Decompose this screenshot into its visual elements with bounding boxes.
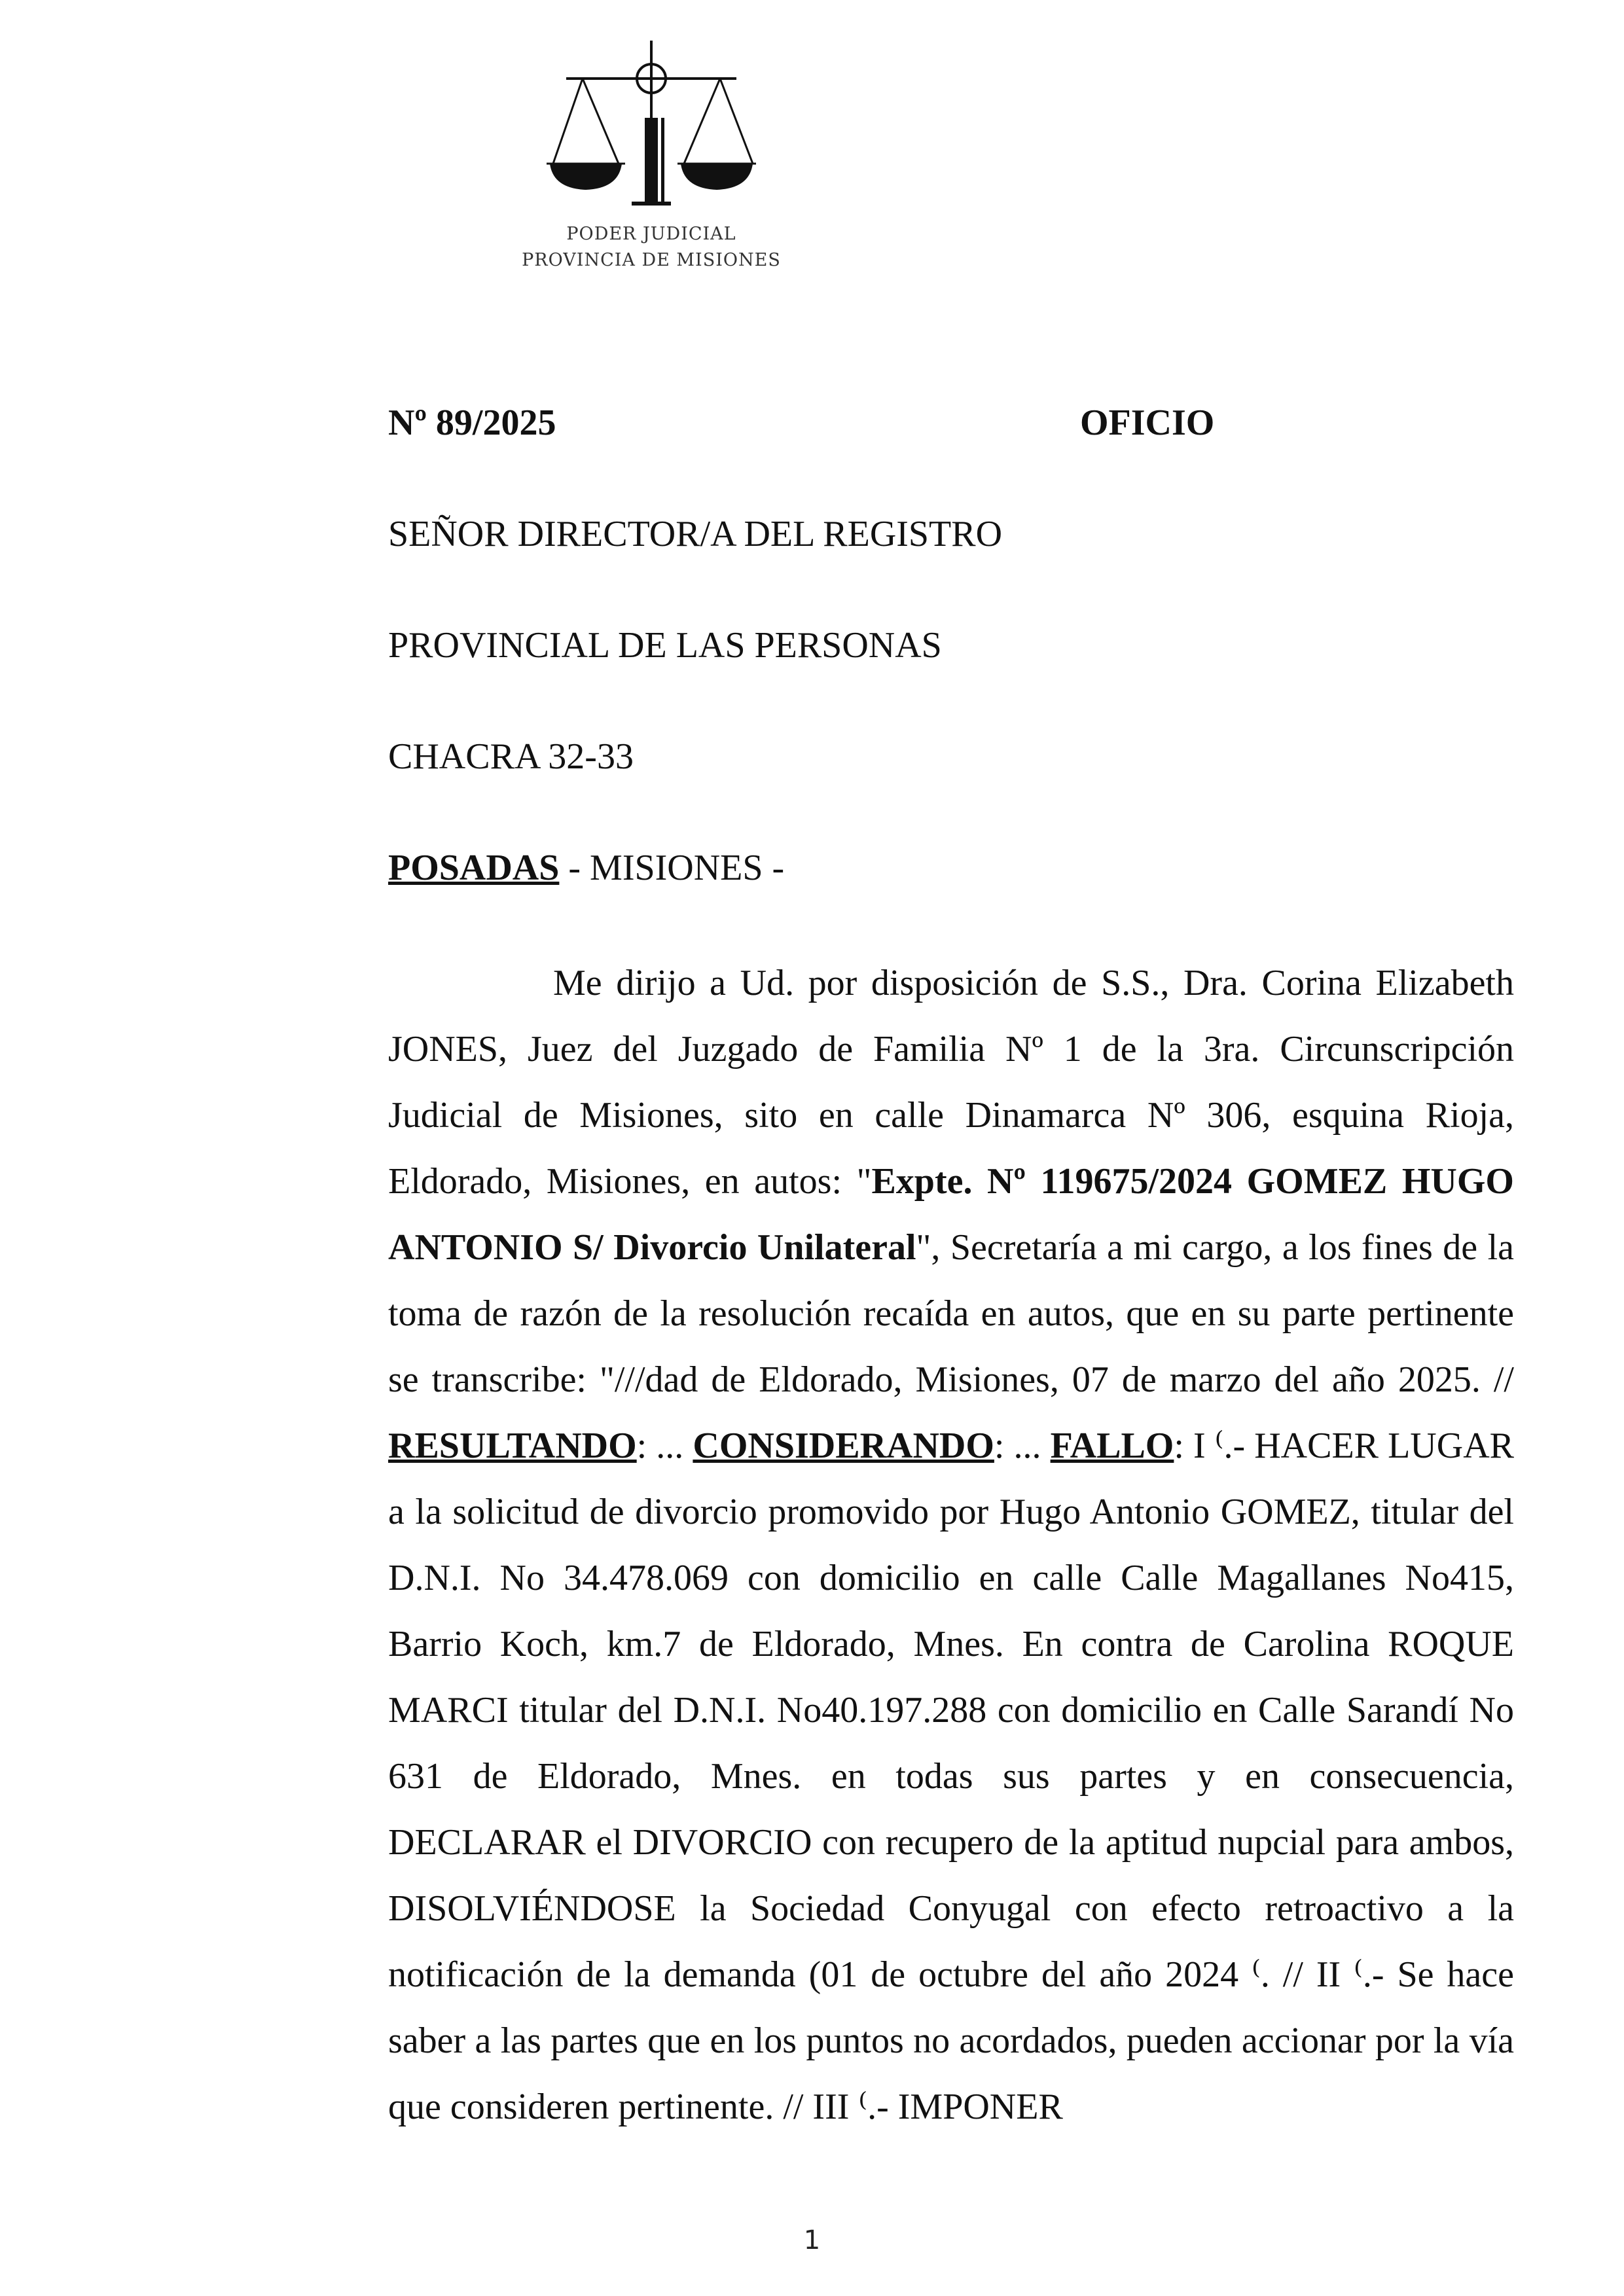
page-number: 1 bbox=[803, 2225, 821, 2255]
addressee-line2: PROVINCIAL DE LAS PERSONAS bbox=[388, 625, 942, 666]
resultando-heading: RESULTANDO bbox=[388, 1426, 637, 1466]
considerando-heading: CONSIDERANDO bbox=[693, 1426, 994, 1466]
addressee-line3: CHACRA 32-33 bbox=[388, 736, 634, 777]
judicial-emblem bbox=[517, 39, 785, 288]
emblem-text-line1: PODER JUDICIAL bbox=[566, 224, 736, 244]
separator-2: : ... bbox=[994, 1426, 1051, 1466]
addressee-city: POSADAS bbox=[388, 848, 560, 888]
fallo-heading: FALLO bbox=[1050, 1426, 1174, 1466]
addressee-line1: SEÑOR DIRECTOR/A DEL REGISTRO bbox=[388, 514, 1003, 554]
emblem-text-line2: PROVINCIA DE MISIONES bbox=[522, 250, 781, 270]
fallo-text: : I ⁽.- HACER LUGAR a la solicitud de divorcio promovido por Hugo Antonio GOMEZ, titular del D.N.I. No 34.478.069 con domicilio en calle Calle Magallanes No415, Barrio Koch, km.7 de Eldorado, Mnes. En contra de Carolina ROQUE MARCI titular del D.N.I. No40.197.288 con domicilio en Calle Sarandí No 631 de Eldorado, Mnes. en todas sus partes y en consecuencia, DECLARAR el DIVORCIO con recupero de la aptitud nupcial para ambos, DISOLVIÉNDOSE la Sociedad Conyugal con efecto retroactivo a la notificación de la demanda (01 de octubre del año 2024 ⁽. // II ⁽.- Se hace saber a las partes que en los puntos no acordados, pueden accionar por la vía que consideren pertinente. // III ⁽.- IMPONER bbox=[388, 1426, 1514, 2127]
document-type: OFICIO bbox=[1080, 403, 1215, 443]
body-after-case: ", Secretaría a mi cargo, a los fines de la toma de razón de la resolución recaída en autos, que en su parte pertinente se transcribe: "///dad de Eldorado, Misiones, 07 de marzo del año 2025. // bbox=[388, 1227, 1514, 1400]
document-number: Nº 89/2025 bbox=[388, 403, 556, 443]
addressee-city-suffix: - MISIONES - bbox=[559, 848, 785, 888]
case-title: Expte. Nº 119675/2024 GOMEZ HUGO ANTONIO S/ Divorcio Unilateral bbox=[388, 1161, 1514, 1268]
body-paragraph bbox=[388, 950, 1514, 2140]
body-intro: Me dirijo a Ud. por disposición de S.S., Dra. Corina Elizabeth JONES, Juez del Juzgado de Familia Nº 1 de la 3ra. Circunscripción Judicial de Misiones, sito en calle Dinamarca Nº 306, esquina Rioja, Eldorado, Misiones, en autos: " bbox=[388, 963, 1514, 1202]
separator-1: : ... bbox=[636, 1426, 693, 1466]
addressee-city-line bbox=[388, 844, 784, 891]
scales-of-justice-icon bbox=[547, 39, 756, 216]
